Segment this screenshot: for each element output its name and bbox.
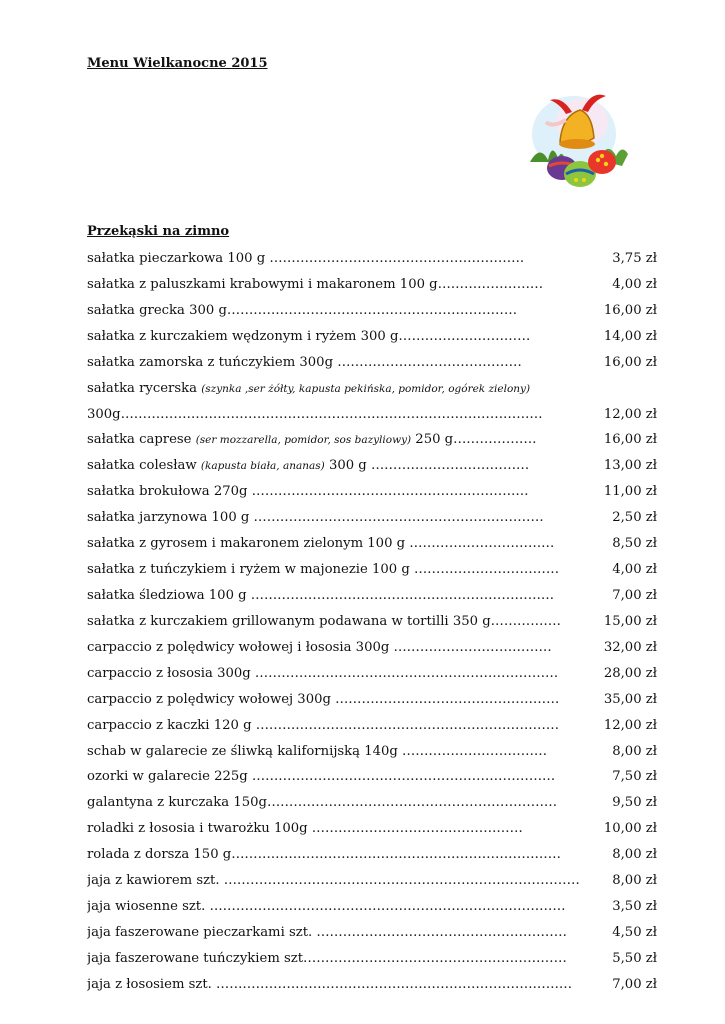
menu-item-name: sałatka caprese xyxy=(87,432,196,448)
menu-item-row xyxy=(87,427,657,453)
menu-item-price: 4,50 zł xyxy=(610,920,657,946)
menu-item-row xyxy=(87,324,657,350)
menu-item-row xyxy=(87,531,657,557)
menu-item-price: 8,50 zł xyxy=(610,531,657,557)
menu-item-row xyxy=(87,790,657,816)
menu-item-row xyxy=(87,583,657,609)
menu-item-name: ozorki w galarecie 225g …………………………………………………………… xyxy=(87,769,556,785)
menu-item-row xyxy=(87,298,657,324)
menu-item-name: carpaccio z polędwicy wołowej 300g …………………………………………… xyxy=(87,691,560,707)
menu-item-name: carpaccio z kaczki 120 g …………………………………………………………… xyxy=(87,717,560,733)
menu-item-price: 3,75 zł xyxy=(610,246,657,272)
menu-item-price: 7,00 zł xyxy=(610,583,657,609)
menu-item-price: 35,00 zł xyxy=(602,687,657,713)
menu-item-row xyxy=(87,402,657,428)
menu-item-name: sałatka grecka 300 g………………………………………………………… xyxy=(87,302,518,318)
menu-item-name: sałatka z paluszkami krabowymi i makaronem 100 g…………………… xyxy=(87,276,544,292)
menu-item-price: 14,00 zł xyxy=(602,324,657,350)
menu-item-name: sałatka brokułowa 270g ……………………………………………………… xyxy=(87,484,529,500)
menu-item-name: sałatka colesław xyxy=(87,458,201,474)
menu-item-row xyxy=(87,557,657,583)
menu-item-price: 4,00 zł xyxy=(610,557,657,583)
menu-item-description: (szynka ,ser żółty, kapusta pekińska, pomidor, ogórek zielony) xyxy=(201,382,531,395)
menu-item-price: 15,00 zł xyxy=(602,609,657,635)
menu-item-row xyxy=(87,479,657,505)
menu-item-row xyxy=(87,842,657,868)
menu-item-name: carpaccio z polędwicy wołowej i łososia 300g ……………………………… xyxy=(87,639,552,655)
menu-item-price: 13,00 zł xyxy=(602,453,657,479)
menu-item-weight: 300 g ……………………………… xyxy=(324,458,530,474)
menu-item-row xyxy=(87,453,657,479)
menu-item-row xyxy=(87,972,657,998)
menu-item-name: galantyna z kurczaka 150g………………………………………………………… xyxy=(87,795,558,811)
menu-title: Menu Wielkanocne 2015 xyxy=(87,56,268,71)
menu-item-row xyxy=(87,609,657,635)
menu-item-row xyxy=(87,350,657,376)
menu-item-price: 2,50 zł xyxy=(610,505,657,531)
menu-item-row xyxy=(87,246,657,272)
menu-item-price: 16,00 zł xyxy=(602,427,657,453)
menu-item-row xyxy=(87,635,657,661)
menu-item-name: sałatka z kurczakiem grillowanym podawana w tortilli 350 g……………. xyxy=(87,613,561,629)
menu-item-row xyxy=(87,946,657,972)
menu-item-weight: 250 g………………. xyxy=(411,432,537,448)
menu-item-row xyxy=(87,816,657,842)
menu-item-row xyxy=(87,687,657,713)
menu-item-row xyxy=(87,764,657,790)
menu-items-list xyxy=(87,246,657,998)
menu-item-name: jaja wiosenne szt. ……………………………………………………………………… xyxy=(87,899,566,915)
menu-item-price: 16,00 zł xyxy=(602,298,657,324)
menu-item-name: jaja z kawiorem szt. ……………………………………………………………………… xyxy=(87,873,580,889)
menu-item-name: sałatka zamorska z tuńczykiem 300g …………………………………… xyxy=(87,354,522,370)
easter-eggs-bell-icon xyxy=(522,82,634,194)
menu-item-price: 7,50 zł xyxy=(610,764,657,790)
menu-item-name: jaja faszerowane tuńczykiem szt…………………………………………………… xyxy=(87,950,567,966)
menu-item-name: 300g…………………………………………………………………………………… xyxy=(87,406,543,422)
menu-item-name: sałatka śledziowa 100 g …………………………………………………………… xyxy=(87,587,555,603)
menu-item-name: schab w galarecie ze śliwką kalifornijską 140g …………………………… xyxy=(87,743,548,759)
menu-item-name: sałatka pieczarkowa 100 g …………………………………………………. xyxy=(87,251,525,266)
menu-item-price: 5,50 zł xyxy=(610,946,657,972)
menu-item-row xyxy=(87,272,657,298)
menu-item-price: 28,00 zł xyxy=(602,661,657,687)
menu-item-price: 4,00 zł xyxy=(610,272,657,298)
menu-item-row xyxy=(87,868,657,894)
menu-item-price: 32,00 zł xyxy=(602,635,657,661)
menu-item-name: rolada z dorsza 150 g………………………………………………………………… xyxy=(87,847,561,863)
menu-item-price: 8,00 zł xyxy=(610,868,657,894)
menu-item-price: 10,00 zł xyxy=(602,816,657,842)
menu-item-name: sałatka rycerska xyxy=(87,380,202,396)
menu-item-description: (ser mozzarella, pomidor, sos bazyliowy) xyxy=(195,434,412,447)
menu-item-name: carpaccio z łososia 300g …………………………………………………………… xyxy=(87,665,559,681)
menu-item-price: 7,00 zł xyxy=(610,972,657,998)
menu-item-row xyxy=(87,376,657,402)
menu-item-name: sałatka z gyrosem i makaronem zielonym 100 g …………………………… xyxy=(87,536,555,552)
menu-item-description: (kapusta biała, ananas) xyxy=(200,460,325,473)
menu-item-row xyxy=(87,894,657,920)
menu-item-price: 8,00 zł xyxy=(610,842,657,868)
menu-item-name: jaja z łososiem szt. ……………………………………………………………………… xyxy=(87,976,573,992)
menu-item-price: 16,00 zł xyxy=(602,350,657,376)
menu-item-price: 9,50 zł xyxy=(610,790,657,816)
menu-item-row xyxy=(87,739,657,765)
menu-item-row xyxy=(87,661,657,687)
menu-item-row xyxy=(87,920,657,946)
menu-item-row xyxy=(87,713,657,739)
menu-item-name: sałatka z kurczakiem wędzonym i ryżem 300 g………………………… xyxy=(87,328,531,344)
menu-item-price: 11,00 zł xyxy=(602,479,657,505)
menu-item-name: sałatka z tuńczykiem i ryżem w majonezie 100 g …………………………… xyxy=(87,562,560,578)
menu-item-price: 8,00 zł xyxy=(610,739,657,765)
menu-item-price: 12,00 zł xyxy=(602,402,657,428)
menu-item-name: jaja faszerowane pieczarkami szt. ………………………………………………… xyxy=(87,924,567,940)
menu-item-name: sałatka jarzynowa 100 g ………………………………………………………… xyxy=(87,510,544,526)
menu-item-price: 3,50 zł xyxy=(610,894,657,920)
section-title: Przekąski na zimno xyxy=(87,224,230,239)
menu-item-name: roladki z łososia i twarożku 100g ………………………………………… xyxy=(87,821,523,837)
menu-item-row xyxy=(87,505,657,531)
menu-item-price: 12,00 zł xyxy=(602,713,657,739)
